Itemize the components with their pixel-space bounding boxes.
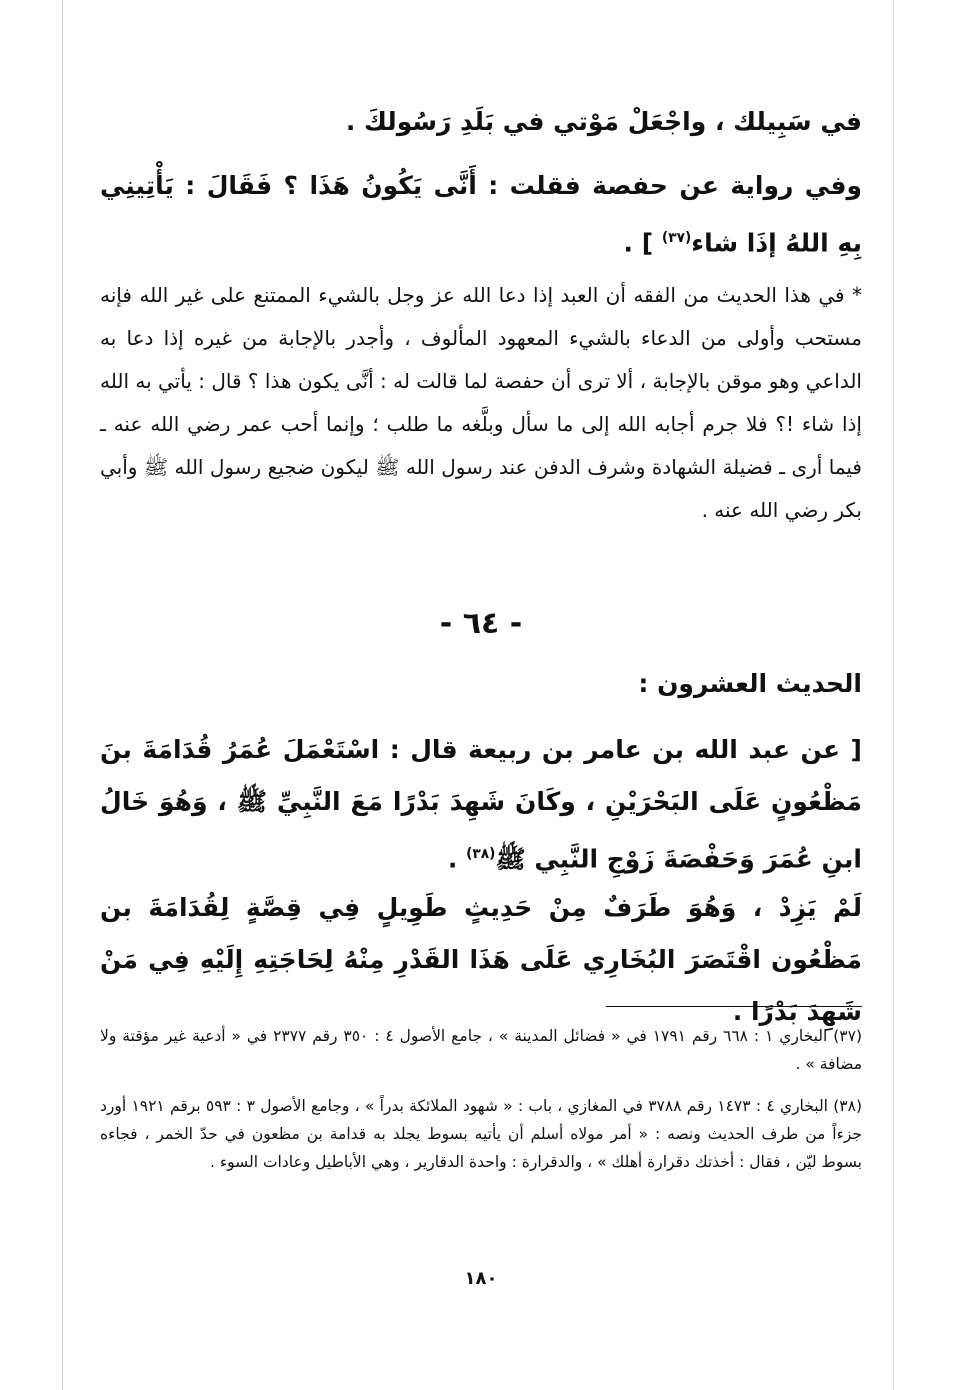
opening-line: في سَبِيلك ، واجْعَلْ مَوْتي في بَلَدِ رَسُولكَ . — [345, 107, 862, 136]
hadith-heading: الحديث العشرون : — [638, 669, 862, 698]
page-number: ١٨٠ — [464, 1268, 498, 1289]
riwaya-text: وفي رواية عن حفصة فقلت : أَنَّى يَكُونُ هَذَا ؟ فَقَالَ : يَأْتِينِي بِهِ اللهُ إذَا شاء — [100, 171, 862, 258]
hadith-20-close: . — [447, 844, 458, 874]
footnote-marker-37: (٣٧) — [661, 230, 692, 246]
footnote-38: (٣٨) البخاري ٤ : ١٤٧٣ رقم ٣٧٨٨ في المغازي ، باب : « شهود الملائكة بدراً » ، وجامع الأصول ٣ : ٥٩٣ برقم ١٩٢١ أورد جزءاً من طرف الحديث ونصه : « أمر مولاه أسلم أن يأتيه بسوط يجلد به قدامة بن مظعون في حدّ الخمر ، فجاءه بسوط ليّن ، فقال : أخذتك دقرارة أهلك » ، والدقرارة : واحدة الدقارير ، وهي الأباطيل وعادات السوء . — [100, 1097, 863, 1171]
scan-line-right — [893, 0, 894, 1390]
remark-paragraph: لَمْ يَزِدْ ، وَهُوَ طَرَفٌ مِنْ حَدِيثٍ طَوِيلٍ فِي قِصَّةٍ لِقُدَامَةَ بن مَظْعُون اقْتَصَرَ البُخَارِي عَلَى هَذَا القَدْرِ مِنْهُ لِحَاجَتِهِ إِلَيْهِ فِي مَنْ شَهِدَ بَدْرًا . — [100, 893, 862, 1026]
footnote-marker-38: (٣٨) — [466, 846, 496, 862]
riwaya-close: ] . — [623, 228, 654, 258]
hadith-20-text: [ عن عبد الله بن عامر بن ربيعة قال : اسْتَعْمَلَ عُمَرُ قُدَامَةَ بنَ مَظْعُونٍ عَلَى البَحْرَيْنِ ، وكَانَ شَهِدَ بَدْرًا مَعَ النَّبِيِّ ﷺ ، وَهُوَ خَالُ ابنِ عُمَرَ وَحَفْصَةَ زَوْجِ النَّبِي ﷺ — [100, 735, 862, 874]
section-number: - ٦٤ - — [439, 606, 523, 641]
commentary-paragraph: * في هذا الحديث من الفقه أن العبد إذا دعا الله عز وجل بالشيء الممتنع على غير الله فإنه مستحب وأولى من الدعاء بالشيء المعهود المألوف ، وأجدر بالإجابة من غيره إذا دعا به الداعي وهو موقن بالإجابة ، ألا ترى أن حفصة لما قالت له : أنَّى يكون هذا ؟ قال : يأتي به الله إذا شاء !؟ فلا جرم أجابه الله إلى ما سأل وبلَّغه ما طلب ؛ وإنما أحب عمر رضي الله عنه ـ فيما أرى ـ فضيلة الشهادة وشرف الدفن عند رسول الله ﷺ ليكون ضجيع رسول الله ﷺ وأبي بكر رضي الله عنه . — [100, 283, 862, 522]
book-page — [100, 0, 862, 1390]
riwaya-paragraph — [100, 160, 862, 269]
footnote-separator — [606, 1006, 862, 1007]
hadith-20-paragraph — [100, 724, 862, 885]
scan-line-left — [62, 0, 63, 1390]
footnote-37: (٣٧) البخاري ١ : ٦٦٨ رقم ١٧٩١ في « فضائل المدينة » ، جامع الأصول ٤ : ٣٥٠ رقم ٢٣٧٧ في « أدعية غير مؤقتة ولا مضافة » . — [100, 1027, 863, 1073]
